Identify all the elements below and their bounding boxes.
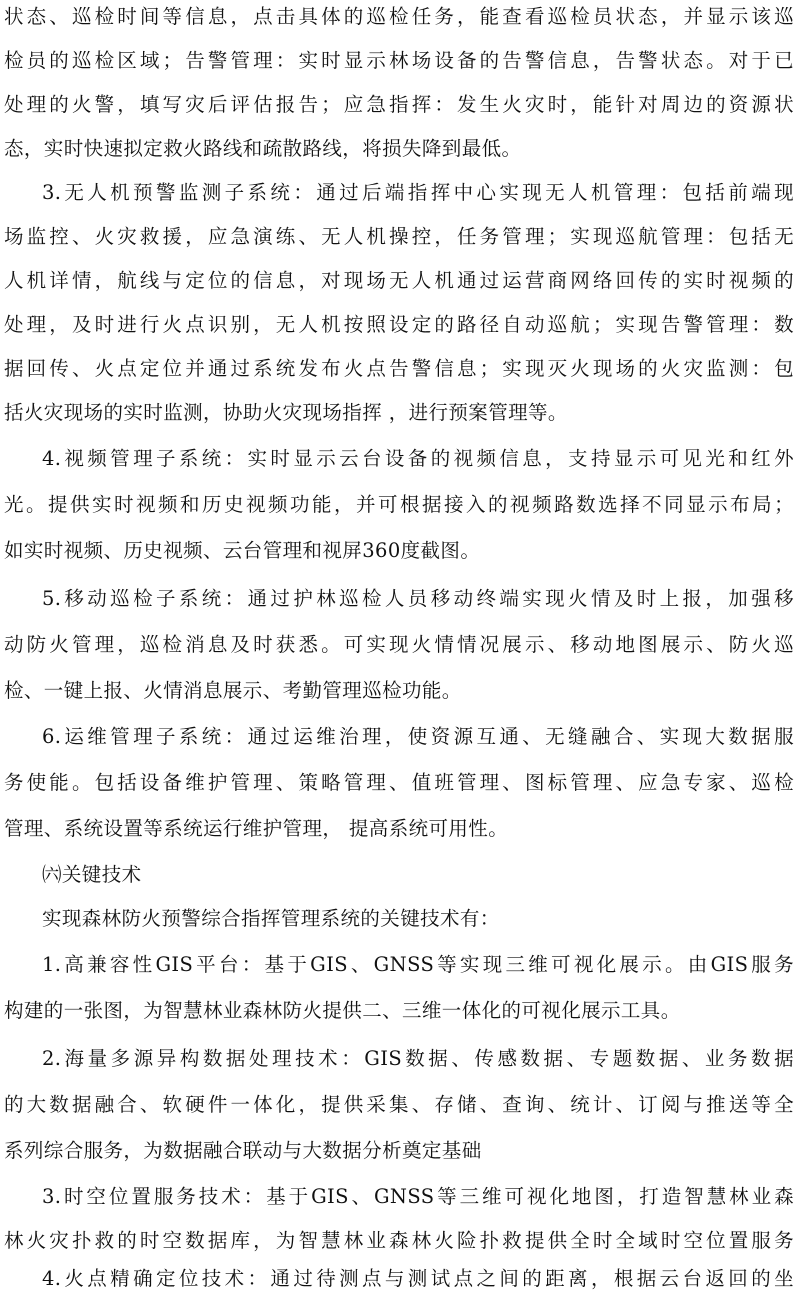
paragraph-line: 管理、系统设置等系统运行维护管理， 提高系统可用性。 — [4, 817, 509, 840]
paragraph-line: 处理的火警，填写灾后评估报告；应急指挥：发生火灾时，能针对周边的资源状 — [4, 93, 794, 116]
paragraph-line: 如实时视频、历史视频、云台管理和视屏360度截图。 — [4, 539, 481, 562]
paragraph-line: 处理，及时进行火点识别，无人机按照设定的路径自动巡航；实现告警管理：数 — [4, 313, 794, 336]
paragraph-line: 2.海量多源异构数据处理技术：GIS数据、传感数据、专题数据、业务数据 — [42, 1047, 794, 1070]
paragraph-line: 据回传、火点定位并通过系统发布火点告警信息；实现灭火现场的火灾监测：包 — [4, 357, 794, 380]
paragraph-line: 5.移动巡检子系统：通过护林巡检人员移动终端实现火情及时上报，加强移 — [42, 587, 794, 610]
paragraph-line: 光。提供实时视频和历史视频功能，并可根据接入的视频路数选择不同显示布局； — [4, 493, 794, 516]
paragraph-line: 实现森林防火预警综合指挥管理系统的关键技术有： — [42, 907, 500, 930]
paragraph-line: 括火灾现场的实时监测，协助火灾现场指挥 ，进行预案管理等。 — [4, 401, 568, 424]
paragraph-line: 的大数据融合、软硬件一体化，提供采集、存储、查询、统计、订阅与推送等全 — [4, 1093, 794, 1116]
paragraph-line: 系列综合服务，为数据融合联动与大数据分析奠定基础 — [4, 1139, 482, 1162]
section-heading: ㈥关键技术 — [42, 863, 142, 886]
paragraph-line: 态，实时快速拟定救火路线和疏散路线，将损失降到最低。 — [4, 137, 522, 160]
paragraph-line: 4.视频管理子系统：实时显示云台设备的视频信息，支持显示可见光和红外 — [42, 447, 794, 470]
paragraph-line: 3.时空位置服务技术：基于GIS、GNSS等三维可视化地图，打造智慧林业森 — [42, 1185, 794, 1208]
paragraph-line: 1.高兼容性GIS平台：基于GIS、GNSS等实现三维可视化展示。由GIS服务 — [42, 953, 794, 976]
paragraph-line: 动防火管理，巡检消息及时获悉。可实现火情情况展示、移动地图展示、防火巡 — [4, 633, 794, 656]
paragraph-line: 构建的一张图，为智慧林业森林防火提供二、三维一体化的可视化展示工具。 — [4, 999, 681, 1022]
paragraph-line: 3.无人机预警监测子系统：通过后端指挥中心实现无人机管理：包括前端现 — [42, 181, 794, 204]
paragraph-line: 人机详情，航线与定位的信息，对现场无人机通过运营商网络回传的实时视频的 — [4, 269, 794, 292]
paragraph-line: 状态、巡检时间等信息，点击具体的巡检任务，能查看巡检员状态，并显示该巡 — [4, 5, 794, 28]
paragraph-line: 检、一键上报、火情消息展示、考勤管理巡检功能。 — [4, 679, 462, 702]
paragraph-line: 场监控、火灾救援，应急演练、无人机操控，任务管理；实现巡航管理：包括无 — [4, 225, 794, 248]
paragraph-line: 4.火点精确定位技术：通过待测点与测试点之间的距离，根据云台返回的坐 — [42, 1267, 794, 1290]
paragraph-line: 林火灾扑救的时空数据库，为智慧林业森林火险扑救提供全时全域时空位置服务 — [4, 1229, 794, 1252]
paragraph-line: 检员的巡检区域；告警管理：实时显示林场设备的告警信息，告警状态。对于已 — [4, 49, 794, 72]
paragraph-line: 6.运维管理子系统：通过运维治理，使资源互通、无缝融合、实现大数据服 — [42, 725, 794, 748]
paragraph-line: 务使能。包括设备维护管理、策略管理、值班管理、图标管理、应急专家、巡检 — [4, 771, 794, 794]
